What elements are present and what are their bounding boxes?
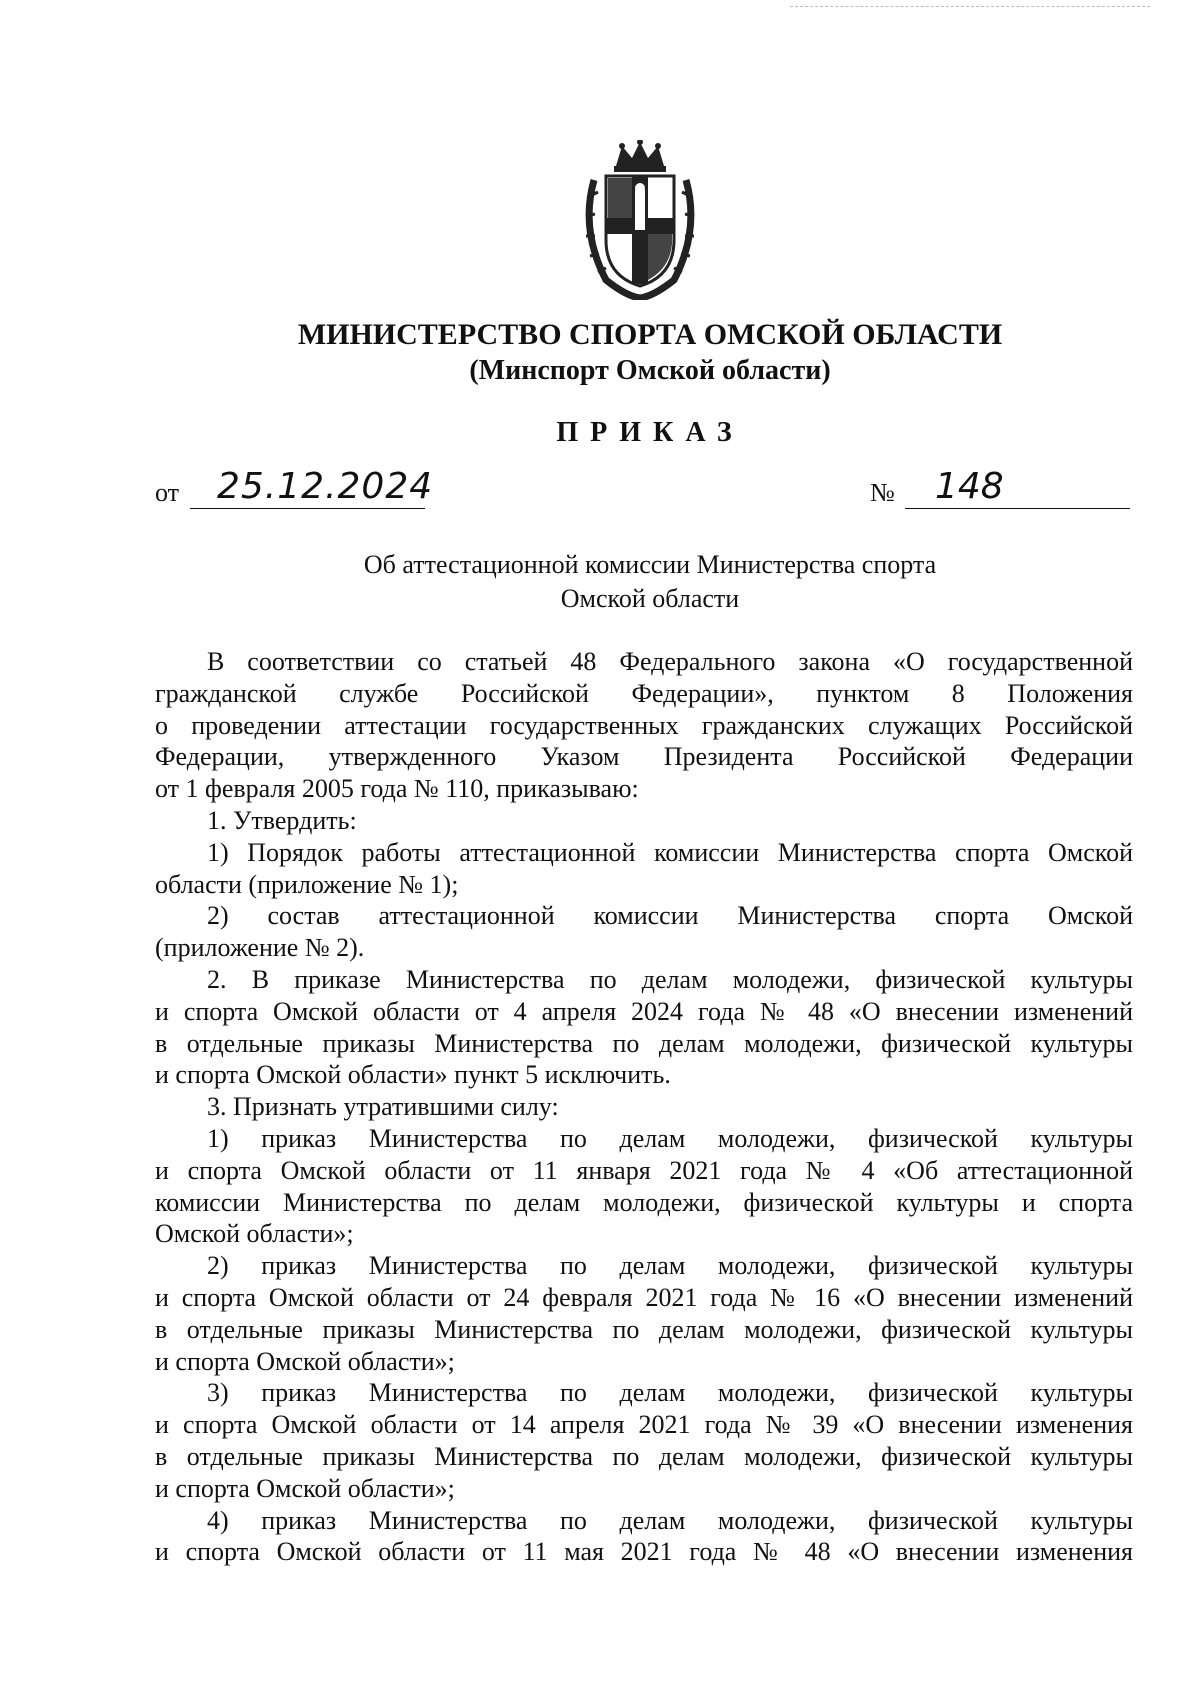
body-line: и спорта Омской области»; xyxy=(155,1346,455,1376)
number-label: № xyxy=(870,478,895,507)
body-line: и спорта Омской области» пункт 5 исключить. xyxy=(155,1060,671,1090)
number-underline xyxy=(905,508,1130,509)
scan-artifact xyxy=(790,6,1150,11)
body-line: и спорта Омской области от 24 февраля 2021 года № 16 «О внесении изменений xyxy=(155,1282,1133,1312)
body-line: 1. Утвердить: xyxy=(207,805,357,835)
body-line: в отдельные приказы Министерства по делам молодежи, физической культуры xyxy=(155,1314,1133,1344)
subject-line: Об аттестационной комиссии Министерства спорта xyxy=(363,550,937,579)
body-line: и спорта Омской области от 11 мая 2021 года № 48 «О внесении изменения xyxy=(155,1537,1133,1567)
document-subject xyxy=(150,548,1150,616)
body-line: 1) приказ Министерства по делам молодежи, физической культуры xyxy=(207,1123,1133,1153)
body-line: 3. Признать утратившими силу: xyxy=(207,1092,559,1122)
body-line: и спорта Омской области от 14 апреля 2021 года № 39 «О внесении изменения xyxy=(155,1410,1133,1440)
body-line: (приложение № 2). xyxy=(155,933,365,963)
coat-of-arms-icon xyxy=(576,140,704,300)
body-line: Омской области»; xyxy=(155,1219,354,1249)
ministry-name: МИНИСТЕРСТВО СПОРТА ОМСКОЙ ОБЛАСТИ xyxy=(297,318,1003,351)
date-number-row xyxy=(155,466,1130,512)
body-line: В соответствии со статьей 48 Федерального закона «О государственной xyxy=(207,647,1133,676)
ministry-short-name: (Минспорт Омской области) xyxy=(469,355,831,386)
body-line: и спорта Омской области от 4 апреля 2024 года № 48 «О внесении изменений xyxy=(155,996,1133,1026)
body-line: гражданской службе Российской Федерации», пунктом 8 Положения xyxy=(155,678,1133,708)
date-value: 25.12.2024 xyxy=(217,466,434,507)
body-line: 2) состав аттестационной комиссии Министерства спорта Омской xyxy=(207,901,1133,931)
document-type: ПРИКАЗ xyxy=(556,417,744,448)
body-line: Федерации, утвержденного Указом Президента Российской Федерации xyxy=(155,742,1133,772)
body-line: и спорта Омской области»; xyxy=(155,1473,455,1503)
body-line: 3) приказ Министерства по делам молодежи, физической культуры xyxy=(207,1378,1133,1408)
body-line: области (приложение № 1); xyxy=(155,869,459,899)
body-line: в отдельные приказы Министерства по делам молодежи, физической культуры xyxy=(155,1028,1133,1058)
document-body xyxy=(155,646,1133,1568)
body-line: комиссии Министерства по делам молодежи, физической культуры и спорта xyxy=(155,1187,1133,1217)
body-line: в отдельные приказы Министерства по делам молодежи, физической культуры xyxy=(155,1441,1133,1471)
number-value: 148 xyxy=(935,466,1004,507)
body-line: от 1 февраля 2005 года № 110, приказываю: xyxy=(155,774,639,804)
body-line: 1) Порядок работы аттестационной комиссии Министерства спорта Омской xyxy=(207,837,1133,867)
date-underline xyxy=(190,508,425,509)
date-label: от xyxy=(155,478,180,507)
body-line: 2) приказ Министерства по делам молодежи, физической культуры xyxy=(207,1251,1133,1281)
body-line: и спорта Омской области от 11 января 2021 года № 4 «Об аттестационной xyxy=(155,1155,1133,1185)
body-line: 2. В приказе Министерства по делам молодежи, физической культуры xyxy=(207,964,1133,994)
body-line: о проведении аттестации государственных гражданских служащих Российской xyxy=(155,710,1133,740)
subject-line: Омской области xyxy=(560,584,740,613)
body-line: 4) приказ Министерства по делам молодежи, физической культуры xyxy=(207,1505,1133,1535)
